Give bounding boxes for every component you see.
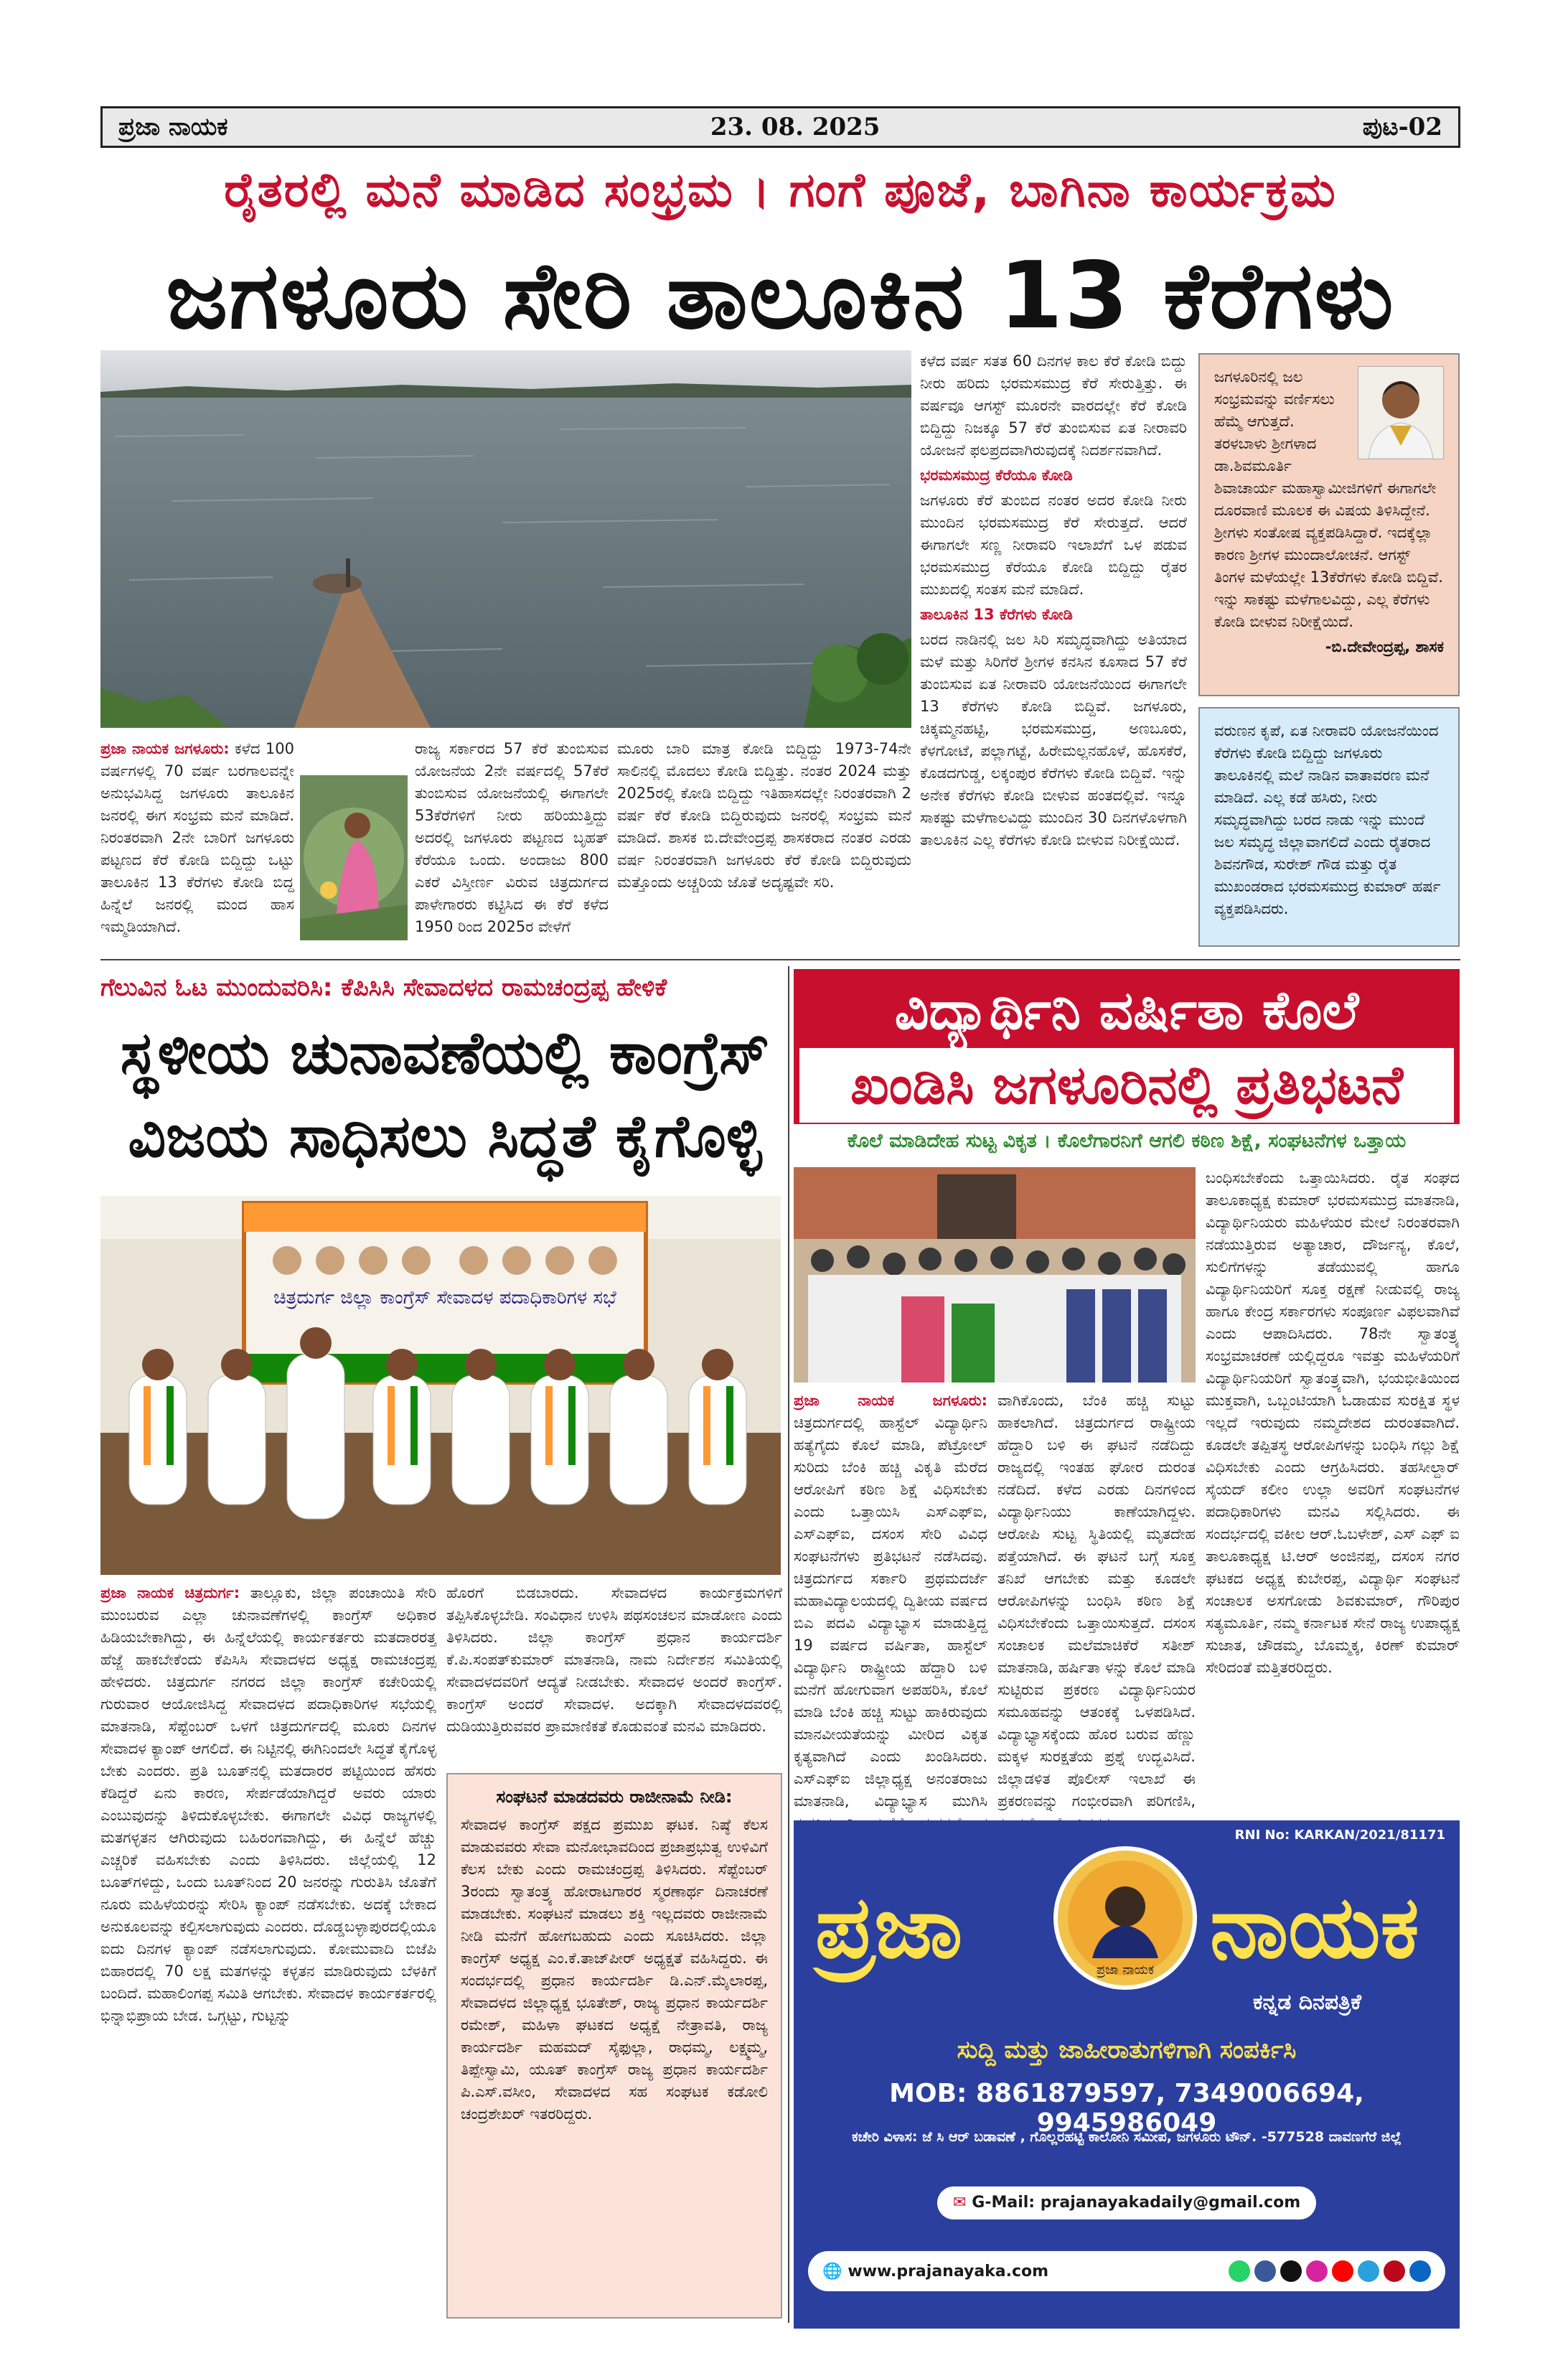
whatsapp-icon[interactable] bbox=[1229, 2260, 1250, 2282]
mail-icon: ✉ bbox=[952, 2194, 967, 2212]
website-text: www.prajanayaka.com bbox=[848, 2262, 1049, 2281]
protest-photo bbox=[794, 1167, 1196, 1383]
story2-col1-text: ತಾಲ್ಲೂಕು, ಜಿಲ್ಲಾ ಪಂಚಾಯಿತಿ ಸೇರಿ ಮುಂಬರುವ ಎಲ್ಲಾ ಚುನಾವಣೆಗಳಲ್ಲಿ ಕಾಂಗ್ರೆಸ್ ಅಧಿಕಾರ ಹಿಡಿಯಬೇಕಾಗಿದ್ದು, ಈ ಹಿನ್ನೆಲೆಯಲ್ಲಿ ಕಾರ್ಯಕರ್ತರು ಮತದಾರರತ್ತ ಹೆಜ್ಜೆ ಹಾಕಬೇಕೆಂದು ಕೆಪಿಸಿಸಿ ಸೇವಾದಳದ ಅಧ್ಯಕ್ಷ ರಾಮಚಂದ್ರಪ್ಪ ಹೇಳಿದರು. ಚಿತ್ರದುರ್ಗ ನಗರದ ಜಿಲ್ಲಾ ಕಾಂಗ್ರೆಸ್ ಕಚೇರಿಯಲ್ಲಿ ಗುರುವಾರ ಆಯೋಜಿಸಿದ್ದ ಸೇವಾದಳದ ಪದಾಧಿಕಾರಿಗಳ ಸಭೆಯಲ್ಲಿ ಮಾತನಾಡಿ, ಸೆಪ್ಟೆಂಬರ್ ಒಳಗೆ ಚಿತ್ರದುರ್ಗದಲ್ಲಿ ಮೂರು ದಿನಗಳ ಸೇವಾದಳ ಕ್ಯಾಂಪ್ ಆಗಲಿದೆ. ಈ ನಿಟ್ಟಿನಲ್ಲಿ ಈಗಿನಿಂದಲೇ ಸಿದ್ಧತೆ ಕೈಗೊಳ್ಳ ಬೇಕು ಎಂದರು. ಪ್ರತಿ ಬೂತ್‌ನಲ್ಲಿ ಮತದಾರರ ಪಟ್ಟಿಯಿಂದ ಹೆಸರು ಕೆಡಿದ್ದರೆ ಏನು ಕಾರಣ, ಸೇರ್ಪಡೆಯಾಗಿದ್ದರೆ ಅವರು ಯಾರು ಎಂಬುವುದನ್ನು ತಿಳಿದುಕೊಳ್ಳಬೇಕು. ಈಗಾಗಲೇ ವಿವಿಧ ರಾಜ್ಯಗಳಲ್ಲಿ ಮತಗಳ್ಳತನ ಆಗಿರುವುದು ಬಹಿರಂಗವಾಗಿದ್ದು, ಈ ಹಿನ್ನೆಲೆ ಹೆಚ್ಚು ಎಚ್ಚರಿಕೆ ವಹಿಸಬೇಕು ಎಂದು ತಿಳಿಸಿದರು. ಜಿಲ್ಲೆಯಲ್ಲಿ 12 ಬೂತ್‌ಗಳಿದ್ದು, ಒಂದು ಬೂತ್‌ನಿಂದ 20 ಜನರನ್ನು ಗುರುತಿಸಿ ಜೊತೆಗೆ ನೂರು ಮಹಿಳೆಯರನ್ನು ಸೇರಿಸಿ ಕ್ಯಾಂಪ್ ನಡೆಸಬೇಕು. ಅದಕ್ಕೆ ಬೇಕಾದ ಅನುಕೂಲವನ್ನು ಕಲ್ಪಿಸಲಾಗುವುದು ಎಂದರು. ದೊಡ್ಡಬಳ್ಳಾಪುರದಲ್ಲಿಯೂ ಐದು ದಿನಗಳ ಕ್ಯಾಂಪ್ ನಡೆಸಲಾಗುವುದು. ಕೋಮುವಾದಿ ಬಿಜೆಪಿ ಬಿಹಾರದಲ್ಲಿ 70 ಲಕ್ಷ ಮತಗಳನ್ನು ಕಳ್ಳತನ ಮಾಡಿರುವುದು ಬೆಳಕಿಗೆ ಬಂದಿದೆ. ಮಹಾಲಿಂಗಪ್ಪ ಸಮಿತಿ ಆಗಬೇಕು. ಸೇವಾದಳ ಕಾರ್ಯಕರ್ತರಲ್ಲಿ ಭಿನ್ನಾಭಿಪ್ರಾಯ ಬೇಡ. ಒಗ್ಗಟ್ಟು, ಗುಟ್ಟನ್ನು bbox=[100, 1584, 436, 2024]
email-text: G-Mail: prajanayakadaily@gmail.com bbox=[972, 2194, 1301, 2212]
telegram-icon[interactable] bbox=[1358, 2260, 1379, 2282]
instagram-icon[interactable] bbox=[1306, 2260, 1328, 2282]
brand-left: ಪ್ರಜಾ bbox=[815, 1878, 963, 1978]
pinterest-icon[interactable] bbox=[1384, 2260, 1405, 2282]
mobile-numbers: MOB: 8861879597, 7349006694, 9945986049 bbox=[889, 2079, 1364, 2138]
resign-notice-title: ಸಂಘಟನೆ ಮಾಡದವರು ರಾಜೀನಾಮೆ ನೀಡಿ: bbox=[496, 1787, 733, 1807]
lead-column-4 bbox=[920, 350, 1187, 946]
sevadal-meeting-photo bbox=[100, 1196, 781, 1575]
story3-col1-text: ಚಿತ್ರದುರ್ಗದಲ್ಲಿ ಹಾಸ್ಟೆಲ್ ವಿದ್ಯಾರ್ಥಿನಿ ಹತ್ಯೆಗೈದು ಕೊಲೆ ಮಾಡಿ, ಪೆಟ್ರೋಲ್ ಸುರಿದು ಬೆಂಕಿ ಹಚ್ಚಿ ವಿಕೃತಿ ಮೆರೆದ ಆರೋಪಿಗೆ ಕಠಿಣ ಶಿಕ್ಷೆ ವಿಧಿಸಬೇಕು ಎಂದು ಒತ್ತಾಯಿಸಿ ಎಸ್‌ಎಫ್‌ಐ, ಎಸ್‌ಎಫ್‌ಐ, ದಸಂಸ ಸೇರಿ ವಿವಿಧ ಸಂಘಟನೆಗಳು ಪ್ರತಿಭಟನೆ ನಡೆಸಿದವು. ಚಿತ್ರದುರ್ಗದ ಸರ್ಕಾರಿ ಪ್ರಥಮದರ್ಜೆ ಮಹಾವಿದ್ಯಾಲಯದಲ್ಲಿ ದ್ವಿತೀಯ ವರ್ಷದ ಬಿಎ ಪದವಿ ವಿದ್ಯಾಭ್ಯಾಸ ಮಾಡುತ್ತಿದ್ದ 19 ವರ್ಷದ ವರ್ಷಿತಾ, ಹಾಸ್ಟೆಲ್ ವಿದ್ಯಾರ್ಥಿನಿ ರಾಷ್ಟ್ರೀಯ ಹೆದ್ದಾರಿ ಬಳಿ ಮನೆಗೆ ಹೋಗುವಾಗ ಅಪಹರಿಸಿ, ಕೊಲೆ ಮಾಡಿ ಬೆಂಕಿ ಹಚ್ಚಿ ಸುಟ್ಟು ಹಾಕಿರುವುದು ಮಾನವೀಯತೆಯನ್ನು ಮೀರಿದ ವಿಕೃತ ಕೃತ್ಯವಾಗಿದೆ ಎಂದು ಖಂಡಿಸಿದರು. ಎಸ್‌ಎಫ್‌ಐ ಜಿಲ್ಲಾಧ್ಯಕ್ಷ ಅನಂತರಾಜು ಮಾತನಾಡಿ, ವಿದ್ಯಾಭ್ಯಾಸ ಮುಗಿಸಿ bbox=[794, 1414, 987, 1810]
rni-number: RNI No: KARKAN/2021/81171 bbox=[1234, 1828, 1445, 1843]
mla-photo bbox=[1358, 366, 1444, 459]
facebook-icon[interactable] bbox=[1254, 2260, 1276, 2282]
story2-column-2 bbox=[446, 1582, 782, 1766]
story2-dateline: ಪ್ರಜಾ ನಾಯಕ ಚಿತ್ರದುರ್ಗ: bbox=[100, 1584, 240, 1601]
story3-subtitle: ಕೊಲೆ ಮಾಡಿದೇಹ ಸುಟ್ಟ ವಿಕೃತ । ಕೊಲೆಗಾರನಿಗೆ ಆಗಲಿ ಕಠಿಣ ಶಿಕ್ಷೆ, ಸಂಘಟನೆಗಳ ಒತ್ತಾಯ bbox=[847, 1130, 1407, 1152]
page-header bbox=[100, 106, 1460, 148]
story3-col3-text: ಬಂಧಿಸಬೇಕೆಂದು ಒತ್ತಾಯಿಸಿದರು. ರೈತ ಸಂಘದ ತಾಲೂಕಾಧ್ಯಕ್ಷ ಕುಮಾರ್ ಭರಮಸಮುದ್ರ ಮಾತನಾಡಿ, ವಿದ್ಯಾರ್ಥಿನಿಯರು ಮಹಿಳೆಯರ ಮೇಲೆ ನಿರಂತರವಾಗಿ ನಡೆಯುತ್ತಿರುವ ಅತ್ಯಾಚಾರ, ದೌರ್ಜನ್ಯ, ಕೊಲೆ, ಸುಲಿಗೆಗಳನ್ನು ತಡೆಯುವಲ್ಲಿ ಹಾಗೂ ವಿದ್ಯಾರ್ಥಿನಿಯರಿಗೆ ಸೂಕ್ತ ರಕ್ಷಣೆ ನೀಡುವಲ್ಲಿ ರಾಜ್ಯ ಹಾಗೂ ಕೇಂದ್ರ ಸರ್ಕಾರಗಳು ಸಂಪೂರ್ಣ ವಿಫಲವಾಗಿವೆ ಎಂದು ಆಪಾದಿಸಿದರು. 78ನೇ ಸ್ವಾತಂತ್ರ್ಯ ಸಂಭ್ರಮಾಚರಣೆ ಯಲ್ಲಿದ್ದರೂ ಇವತ್ತು ಮಹಿಳೆಯರಿಗೆ ವಿದ್ಯಾರ್ಥಿನಿಯರಿಗೆ ಸ್ವಾತಂತ್ರ್ಯವಾಗಿ, ಭಯಭೀತಿಯಿಂದ ಮುಕ್ತವಾಗಿ, ಒಬ್ಬಂಟಿಯಾಗಿ ಓಡಾಡುವ ಸುರಕ್ಷಿತ ಸ್ಥಳ ಇಲ್ಲದೆ ಇರುವುದು ನಮ್ಮದೇಶದ ದುರಂತವಾಗಿದೆ. ಕೂಡಲೇ ತಪ್ಪಿತಸ್ಥ ಆರೋಪಿಗಳನ್ನು ಬಂಧಿಸಿ ಗಲ್ಲು ಶಿಕ್ಷೆ ವಿಧಿಸಬೇಕು ಎಂದು ಆಗ್ರಹಿಸಿದರು. ತಹಸೀಲ್ದಾರ್ ಸೈಯದ್ ಕಲೀಂ ಉಲ್ಲಾ ಅವರಿಗೆ ಸಂಘಟನೆಗಳ ಪದಾಧಿಕಾರಿಗಳು ಮನವಿ ಸಲ್ಲಿಸಿದರು. ಈ ಸಂದರ್ಭದಲ್ಲಿ ವಕೀಲ ಆರ್.ಓಬಳೇಶ್, ಎಸ್ ಎಫ್ ಐ ತಾಲೂಕಾಧ್ಯಕ್ಷ ಟಿ.ಆರ್ ಅಂಜಿನಪ್ಪ, ದಸಂಸ ನಗರ ಘಟಕದ ಅಧ್ಯಕ್ಷ ಕುಬೇರಪ್ಪ, ವಿದ್ಯಾರ್ಥಿ ಸಂಘಟನೆ ಸಂಚಾಲಕ ಅಸಗೋಡು ಶಿವಕುಮಾರ್, ಗೌರಿಪುರ ಸತ್ಯಮೂರ್ತಿ, ನಮ್ಮ ಕರ್ನಾಟಕ ಸೇನೆ ರಾಜ್ಯ ಉಪಾಧ್ಯಕ್ಷ ಸುಜಾತ, ಚೌಡಮ್ಮ, ಬೊಮ್ಮಕ್ಕ, ಕಿರಣ್ ಕುಮಾರ್ ಸೇರಿದಂತೆ ಮತ್ತಿತರರಿದ್ದರು. bbox=[1206, 1169, 1460, 1676]
resign-notice-box bbox=[446, 1773, 782, 2319]
banner-text: ಚಿತ್ರದುರ್ಗ ಜಿಲ್ಲಾ ಕಾಂಗ್ರೆಸ್ ಸೇವಾದಳ ಪದಾಧಿಕಾರಿಗಳ ಸಭೆ bbox=[273, 1287, 616, 1309]
email-row bbox=[937, 2186, 1316, 2219]
subhead-13-lakes: ತಾಲೂಕಿನ 13 ಕೆರೆಗಳು ಕೋಡಿ bbox=[920, 606, 1073, 623]
logo-text: ಪ್ರಜಾ ನಾಯಕ bbox=[1096, 1963, 1155, 1978]
newspaper-logo bbox=[1053, 1846, 1197, 1990]
section-divider bbox=[100, 959, 1460, 960]
mla-quote-text: ಜಗಳೂರಿನಲ್ಲಿ ಜಲ ಸಂಭ್ರಮವನ್ನು ವರ್ಣಿಸಲು ಹೆಮ್ಮೆ ಆಗುತ್ತದೆ. ತರಳಬಾಳು ಶ್ರೀಗಳಾದ ಡಾ.ಶಿವಮೂರ್ತಿ ಶಿವಾಚಾರ್ಯ ಮಹಾಸ್ವಾಮೀಜಿಗಳಿಗೆ ಈಗಾಗಲೇ ದೂರವಾಣಿ ಮೂಲಕ ಈ ವಿಷಯ ತಿಳಿಸಿದ್ದೇನೆ. ಶ್ರೀಗಳು ಸಂತೋಷ ವ್ಯಕ್ತಪಡಿಸಿದ್ದಾರೆ. ಇದಕ್ಕೆಲ್ಲಾ ಕಾರಣ ಶ್ರೀಗಳ ಮುಂದಾಲೋಚನೆ. ಆಗಸ್ಟ್ ತಿಂಗಳ ಮಳೆಯಲ್ಲೇ 13ಕೆರೆಗಳು ಕೋಡಿ ಬಿದ್ದಿವೆ. ಇನ್ನು ಸಾಕಷ್ಟು ಮಳೆಗಾಲವಿದ್ದು, ಎಲ್ಲ ಕೆರೆಗಳು ಕೋಡಿ ಬೀಳುವ ನಿರೀಕ್ಷೆಯಿದೆ. bbox=[1214, 368, 1443, 630]
farmers-opinion-box bbox=[1198, 707, 1460, 947]
lead-column-2 bbox=[415, 738, 609, 946]
globe-icon: 🌐 bbox=[822, 2262, 842, 2281]
resign-notice-text: ಸೇವಾದಳ ಕಾಂಗ್ರೆಸ್ ಪಕ್ಷದ ಪ್ರಮುಖ ಘಟಕ. ನಿಷ್ಠೆ ಕೆಲಸ ಮಾಡುವವರು ಸೇವಾ ಮನೋಭಾವದಿಂದ ಪ್ರಜಾಪ್ರಭುತ್ವ ಉಳಿವಿಗೆ ಕೆಲಸ ಬೇಕು ಎಂದು ರಾಮಚಂದ್ರಪ್ಪ ತಿಳಿಸಿದರು. ಸೆಪ್ಟೆಂಬರ್ 3ರಂದು ಸ್ವಾತಂತ್ರ್ಯ ಹೋರಾಟಗಾರರ ಸ್ಮರಣಾರ್ಥ ದಿನಾಚರಣೆ ಮಾಡಬೇಕು. ಸಂಘಟನೆ ಮಾಡಲು ಶಕ್ತಿ ಇಲ್ಲದವರು ರಾಜೀನಾಮೆ ನೀಡಿ ಮನೆಗೆ ಹೋಗಬಹುದು ಎಂದು ಸೂಚಿಸಿದರು. ಜಿಲ್ಲಾ ಕಾಂಗ್ರೆಸ್ ಅಧ್ಯಕ್ಷ ಎಂ.ಕೆ.ತಾಜ್‌ಪೀರ್ ಅಧ್ಯಕ್ಷತೆ ವಹಿಸಿದ್ದರು. ಈ ಸಂದರ್ಭದಲ್ಲಿ ಪ್ರಧಾನ ಕಾರ್ಯದರ್ಶಿ ಡಿ.ಎನ್.ಮೈಲಾರಪ್ಪ, ಸೇವಾದಳದ ಜಿಲ್ಲಾಧ್ಯಕ್ಷ ಭೂತೇಶ್, ರಾಜ್ಯ ಪ್ರಧಾನ ಕಾರ್ಯದರ್ಶಿ ರಮೇಶ್, ಮಹಿಳಾ ಘಟಕದ ಅಧ್ಯಕ್ಷೆ ನೇತ್ರಾವತಿ, ರಾಜ್ಯ ಕಾರ್ಯದರ್ಶಿ ಮಹಮದ್ ಸೈಫುಲ್ಲಾ, ರಾಧಮ್ಮ, ಲಕ್ಷ್ಮಮ್ಮ, ತಿಪ್ಪೇಸ್ವಾಮಿ, ಯೂತ್ ಕಾಂಗ್ರೆಸ್ ರಾಜ್ಯ ಪ್ರಧಾನ ಕಾರ್ಯದರ್ಶಿ ಪಿ.ಎಸ್.ವಸೀಂ, ಸೇವಾದಳದ ಸಹ ಸಂಘಟಕ ಕಡೋಲಿ ಚಂದ್ರಶೇಖರ್ ಇತರರಿದ್ದರು. bbox=[461, 1816, 768, 2123]
x-icon[interactable] bbox=[1280, 2260, 1302, 2282]
story2-col2-text: ಹೊರಗೆ ಬಿಡಬಾರದು. ಸೇವಾದಳದ ಕಾರ್ಯಕ್ರಮಗಳಿಗೆ ತಪ್ಪಿಸಿಕೊಳ್ಳಬೇಡಿ. ಸಂವಿಧಾನ ಉಳಿಸಿ ಪಥಸಂಚಲನ ಮಾಡೋಣ ಎಂದು ತಿಳಿಸಿದರು. ಜಿಲ್ಲಾ ಕಾಂಗ್ರೆಸ್ ಪ್ರಧಾನ ಕಾರ್ಯದರ್ಶಿ ಕೆ.ಪಿ.ಸಂಪತ್‌ಕುಮಾರ್ ಮಾತನಾಡಿ, ನಾಮ ನಿರ್ದೇಶನ ಸಮಿತಿಯಲ್ಲಿ ಸೇವಾದಳದವರಿಗೆ ಆದ್ಯತೆ ನೀಡಬೇಕು. ಸೇವಾದಳ ಅಂದರೆ ಕಾಂಗ್ರೆಸ್. ಕಾಂಗ್ರೆಸ್ ಅಂದರೆ ಸೇವಾದಳ. ಅದಕ್ಕಾಗಿ ಸೇವಾದಳದವರಲ್ಲಿ ದುಡಿಯುತ್ತಿರುವವರ ಪ್ರಾಮಾಣಿಕತೆ ಕೊಡುವಂತೆ ಮನವಿ ಮಾಡಿದರು. bbox=[446, 1584, 782, 1735]
lead-col1-text: ಕಳೆದ 100 ವರ್ಷಗಳಲ್ಲಿ 70 ವರ್ಷ ಬರಗಾಲವನ್ನೇ ಅನುಭವಿಸಿದ್ದ ಜಗಳೂರು ತಾಲೂಕಿನ ಜನರಲ್ಲಿ ಈಗ ಸಂಭ್ರಮ ಮನೆ ಮಾಡಿದೆ. ನಿರಂತರವಾಗಿ 2ನೇ ಬಾರಿಗೆ ಜಗಳೂರು ಪಟ್ಟಣದ ಕೆರೆ ಕೋಡಿ ಬಿದ್ದಿದ್ದು ಒಟ್ಟು ತಾಲೂಕಿನ 13 ಕೆರೆಗಳು ಕೋಡಿ ಬಿದ್ದ ಹಿನ್ನೆಲೆ ಜನರಲ್ಲಿ ಮಂದ ಹಾಸ ಇಮ್ಮಡಿಯಾಗಿದೆ. bbox=[100, 740, 294, 935]
lead-col3-text: ಮೂರು ಬಾರಿ ಮಾತ್ರ ಕೋಡಿ ಬಿದ್ದಿದ್ದು 1973-74ನೇ ಸಾಲಿನಲ್ಲಿ ಮೊದಲು ಕೋಡಿ ಬಿದ್ದಿತ್ತು. ನಂತರ 2024 ಮತ್ತು 2025ರಲ್ಲಿ ಕೋಡಿ ಬಿದ್ದಿದ್ದು ಇತಿಹಾಸದಲ್ಲೇ ನಿರಂತರವಾಗಿ 2 ವರ್ಷ ಕೆರೆ ಕೋಡಿ ಬಿದ್ದಿರುವುದು ಜನರಲ್ಲಿ ಸಂಭ್ರಮ ಮನೆ ಮಾಡಿದೆ. ಶಾಸಕ ಬಿ.ದೇವೇಂದ್ರಪ್ಪ ಶಾಸಕರಾದ ನಂತರ ಎರಡು ವರ್ಷ ನಿರಂತರವಾಗಿ ಜಗಳೂರು ಕೆರೆ ಕೋಡಿ ಬಿದ್ದಿರುವುದು ಮತ್ತೊಂದು ಅಚ್ಚರಿಯ ಜೊತೆ ಅದೃಷ್ಟವೇ ಸರಿ. bbox=[617, 740, 911, 891]
lead-headline: ಜಗಳೂರು ಸೇರಿ ತಾಲೂಕಿನ 13 ಕೆರೆಗಳು bbox=[166, 243, 1395, 350]
page-number: ಪುಟ-02 bbox=[1362, 113, 1442, 141]
social-icons bbox=[1229, 2260, 1431, 2282]
lead-column-1 bbox=[100, 738, 294, 946]
youtube-icon[interactable] bbox=[1332, 2260, 1353, 2282]
paper-name: ಪ್ರಜಾ ನಾಯಕ bbox=[118, 113, 228, 141]
prajanayaka-advertisement bbox=[794, 1820, 1460, 2329]
issue-date: 23. 08. 2025 bbox=[710, 113, 881, 141]
office-address: ಕಚೇರಿ ವಿಳಾಸ: ಜೆ ಸಿ ಆರ್ ಬಡಾವಣೆ , ಗೊಲ್ಲರಹಟ್ಟಿ ಕಾಲೋನಿ ಸಮೀಪ, ಜಗಳೂರು ಟೌನ್. -577528 ದಾವಣಗೆರೆ ಜಿಲ್ಲೆ bbox=[852, 2129, 1402, 2145]
lead-col4-para3: ಬರದ ನಾಡಿನಲ್ಲಿ ಜಲ ಸಿರಿ ಸಮೃದ್ಧವಾಗಿದ್ದು ಅತಿಯಾದ ಮಳೆ ಮತ್ತು ಸಿರಿಗೆರೆ ಶ್ರೀಗಳ ಕನಸಿನ ಕೂಸಾದ 57 ಕೆರೆ ತುಂಬಿಸುವ ಏತ ನೀರಾವರಿ ಯೋಜನೆಯಿಂದ ಈಗಾಗಲೇ 13 ಕೆರೆಗಳು ಕೋಡಿ ಬಿದ್ದಿವೆ. ಜಗಳೂರು, ಚಿಕ್ಕಮ್ಮನಹಟ್ಟಿ, ಭರಮಸಮುದ್ರ, ಅಣಬೂರು, ಕೆಳಗೋಟೆ, ಪಲ್ಲಾಗಟ್ಟೆ, ಹಿರೇಮಲ್ಲನಹೊಳೆ, ಹೊಸಕೆರೆ, ಕೊಡದಗುಡ್ಡ, ಲಕ್ಕಂಪುರ ಕೆರೆಗಳು ಕೋಡಿ ಬಿದ್ದಿವೆ. ಇನ್ನು ಅನೇಕ ಕೆರೆಗಳು ಕೋಡಿ ಬೀಳುವ ಹಂತದಲ್ಲಿವೆ. ಇನ್ನೂ ಸಾಕಷ್ಟು ಮಳೆಗಾಲವಿದ್ದು ಮುಂದಿನ 30 ದಿನಗಳೊಳಗಾಗಿ ತಾಲೂಕಿನ ಎಲ್ಲ ಕೆರೆಗಳು ಕೋಡಿ ಬೀಳುವ ನಿರೀಕ್ಷೆಯಿದೆ. bbox=[920, 631, 1187, 848]
subhead-bharamasamudra: ಭರಮಸಮುದ್ರ ಕೆರೆಯೂ ಕೋಡಿ bbox=[920, 467, 1073, 484]
brand-right: ನಾಯಕ bbox=[1210, 1878, 1419, 1978]
story2-kicker: ಗೆಲುವಿನ ಓಟ ಮುಂದುವರಿಸಿ: ಕೆಪಿಸಿಸಿ ಸೇವಾದಳದ ರಾಮಚಂದ್ರಪ್ಪ ಹೇಳಿಕೆ bbox=[100, 973, 667, 1002]
farmers-opinion-text: ವರುಣನ ಕೃಪೆ, ಏತ ನೀರಾವರಿ ಯೋಜನೆಯಿಂದ ಕೆರೆಗಳು ಕೋಡಿ ಬಿದ್ದಿದ್ದು ಜಗಳೂರು ತಾಲೂಕಿನಲ್ಲಿ ಮಲೆ ನಾಡಿನ ವಾತಾವರಣ ಮನೆ ಮಾಡಿದೆ. ಎಲ್ಲ ಕಡೆ ಹಸಿರು, ನೀರು ಸಮೃದ್ಧವಾಗಿದ್ದು ಬರದ ನಾಡು ಇನ್ನು ಮುಂದೆ ಜಲ ಸಮೃದ್ಧ ಜಿಲ್ಲಾವಾಗಲಿದೆ ಎಂದು ರೈತರಾದ ಶಿವನಗೌಡ, ಸುರೇಶ್ ಗೌಡ ಮತ್ತು ರೈತ ಮುಖಂಡರಾದ ಭರಮಸಮುದ್ರ ಕುಮಾರ್ ಹರ್ಷ ವ್ಯಕ್ತಪಡಿಸಿದರು. bbox=[1214, 722, 1441, 917]
story3-headline-line2: ಖಂಡಿಸಿ ಜಗಳೂರಿನಲ್ಲಿ ಪ್ರತಿಭಟನೆ bbox=[799, 1048, 1454, 1123]
story3-headline-line1: ವಿದ್ಯಾರ್ಥಿನಿ ವರ್ಷಿತಾ ಕೊಲೆ bbox=[894, 980, 1359, 1042]
website-link[interactable] bbox=[822, 2263, 1048, 2281]
story3-column-2 bbox=[997, 1390, 1196, 1813]
lead-col2-text: ರಾಜ್ಯ ಸರ್ಕಾರದ 57 ಕೆರೆ ತುಂಬಿಸುವ ಯೋಜನೆಯ 2ನೇ ವರ್ಷದಲ್ಲಿ 57ಕೆರೆ ತುಂಬಿಸುವ ಯೋಜನೆಯಲ್ಲಿ ಈಗಾಗಲೇ 53ಕೆರೆಗಳಿಗೆ ನೀರು ಹರಿಯುತ್ತಿದ್ದು ಅದರಲ್ಲಿ ಜಗಳೂರು ಪಟ್ಟಣದ ಬೃಹತ್ ಕೆರೆಯೂ ಒಂದು. ಅಂದಾಜು 800 ಎಕರೆ ವಿಸ್ತೀರ್ಣ ವಿರುವ ಚಿತ್ರದುರ್ಗದ ಪಾಳೇಗಾರರು ಕಟ್ಟಿಸಿದ ಈ ಕೆರೆ ಕಳೆದ 1950 ರಿಂದ 2025ರ ವೇಳೆಗೆ bbox=[415, 740, 609, 935]
lead-col4-para2: ಜಗಳೂರು ಕೆರೆ ತುಂಬಿದ ನಂತರ ಅದರ ಕೋಡಿ ನೀರು ಮುಂದಿನ ಭರಮಸಮುದ್ರ ಕೆರೆ ಸೇರುತ್ತದೆ. ಆದರೆ ಈಗಾಗಲೇ ಸಣ್ಣ ನೀರಾವರಿ ಇಲಾಖೆಗೆ ಒಳ ಪಡುವ ಭರಮಸಮುದ್ರ ಕೆರೆಯೂ ಕೋಡಿ ಬಿದ್ದಿದ್ದು ರೈತರ ಮುಖದಲ್ಲಿ ಸಂತಸ ಮನೆ ಮಾಡಿದೆ. bbox=[920, 492, 1187, 598]
story3-col2-text: ವಾಗಿಕೊಂದು, ಬೆಂಕಿ ಹಚ್ಚಿ ಸುಟ್ಟು ಹಾಕಲಾಗಿದೆ. ಚಿತ್ರದುರ್ಗದ ರಾಷ್ಟ್ರೀಯ ಹೆದ್ದಾರಿ ಬಳಿ ಈ ಘಟನೆ ನಡೆದಿದ್ದು ರಾಜ್ಯದಲ್ಲಿ ಇಂತಹ ಘೋರ ದುರಂತ ನಡೆದಿದೆ. ಕಳೆದ ಎರಡು ದಿನಗಳಿಂದ ವಿದ್ಯಾರ್ಥಿನಿಯು ಕಾಣೆಯಾಗಿದ್ದಳು. ಆರೋಪಿ ಸುಟ್ಟ ಸ್ಥಿತಿಯಲ್ಲಿ ಮೃತದೇಹ ಪತ್ತೆಯಾಗಿದೆ. ಈ ಘಟನೆ ಬಗ್ಗೆ ಸೂಕ್ತ ತನಿಖೆ ಆಗಬೇಕು ಮತ್ತು ಕೂಡಲೇ ಆರೋಪಿಗಳನ್ನು ಬಂಧಿಸಿ ಕಠಿಣ ಶಿಕ್ಷೆ ವಿಧಿಸಬೇಕೆಂದು ಒತ್ತಾಯಿಸುತ್ತದೆ. ದಸಂಸ ಸಂಚಾಲಕ ಮಲೆಮಾಚಿಕೆರೆ ಸತೀಶ್ ಮಾತನಾಡಿ, ಹರ್ಷಿತಾ ಳನ್ನು ಕೊಲೆ ಮಾಡಿ ಸುಟ್ಟಿರುವ ಪ್ರಕರಣ ವಿದ್ಯಾರ್ಥಿನಿಯರ ಸಮೂಹವನ್ನು ಆತಂಕಕ್ಕೆ ಒಳಪಡಿಸಿದೆ. ವಿದ್ಯಾಭ್ಯಾಸಕ್ಕೆಂದು ಹೊರ ಬರುವ ಹೆಣ್ಣು ಮಕ್ಕಳ ಸುರಕ್ಷತೆಯ ಪ್ರಶ್ನೆ ಉದ್ಭವಿಸಿದೆ. ಜಿಲ್ಲಾಡಳಿತ ಪೊಲೀಸ್ ಇಲಾಖೆ ಈ ಪ್ರಕರಣವನ್ನು ಗಂಭೀರವಾಗಿ ಪರಿಗಣಿಸಿ, bbox=[997, 1392, 1196, 1810]
footer-row bbox=[808, 2251, 1445, 2291]
lake-photo bbox=[100, 350, 911, 728]
story3-column-3 bbox=[1206, 1167, 1460, 1813]
story2-headline: ಸ್ಥಳೀಯ ಚುನಾವಣೆಯಲ್ಲಿ ಕಾಂಗ್ರೆಸ್ ವಿಜಯ ಸಾಧಿಸಲು ಸಿದ್ಧತೆ ಕೈಗೊಳ್ಳಿ bbox=[120, 1019, 770, 1171]
mla-quote-byline: -ಬಿ.ದೇವೇಂದ್ರಪ್ಪ, ಶಾಸಕ bbox=[1325, 638, 1444, 655]
story2-column-1 bbox=[100, 1582, 436, 2329]
column-divider bbox=[788, 966, 789, 2323]
story3-dateline: ಪ್ರಜಾ ನಾಯಕ ಜಗಳೂರು: bbox=[794, 1392, 987, 1409]
lead-column-3 bbox=[617, 738, 911, 946]
story3-column-1 bbox=[794, 1390, 987, 1813]
lead-dateline: ಪ್ರಜಾ ನಾಯಕ ಜಗಳೂರು: bbox=[100, 740, 230, 757]
lead-col4-para1: ಕಳೆದ ವರ್ಷ ಸತತ 60 ದಿನಗಳ ಕಾಲ ಕೆರೆ ಕೋಡಿ ಬಿದ್ದು ನೀರು ಹರಿದು ಭರಮಸಮುದ್ರ ಕೆರೆ ಸೇರುತ್ತಿತ್ತು. ಈ ವರ್ಷವೂ ಆಗಸ್ಟ್ ಮೂರನೇ ವಾರದಲ್ಲೇ ಕೆರೆ ಕೋಡಿ ಬಿದ್ದಿದ್ದು ನಿಜಕ್ಕೂ 57 ಕೆರೆ ತುಂಬಿಸುವ ಏತ ನೀರಾವರಿ ಯೋಜನೆ ಫಲಪ್ರದವಾಗಿರುವುದಕ್ಕೆ ನಿದರ್ಶನವಾಗಿದೆ. bbox=[920, 352, 1187, 459]
contact-heading: ಸುದ್ದಿ ಮತ್ತು ಜಾಹೀರಾತುಗಳಿಗಾಗಿ ಸಂಪರ್ಕಿಸಿ bbox=[957, 2036, 1297, 2064]
lead-kicker: ರೈತರಲ್ಲಿ ಮನೆ ಮಾಡಿದ ಸಂಭ್ರಮ । ಗಂಗೆ ಪೂಜೆ, ಬಾಗಿನಾ ಕಾರ್ಯಕ್ರಮ bbox=[224, 162, 1337, 217]
bagina-photo bbox=[300, 775, 408, 940]
mla-quote-box bbox=[1198, 353, 1460, 696]
story3-headline-banner bbox=[794, 969, 1460, 1124]
linkedin-icon[interactable] bbox=[1409, 2260, 1431, 2282]
ad-tagline: ಕನ್ನಡ ದಿನಪತ್ರಿಕೆ bbox=[1253, 1990, 1361, 2015]
